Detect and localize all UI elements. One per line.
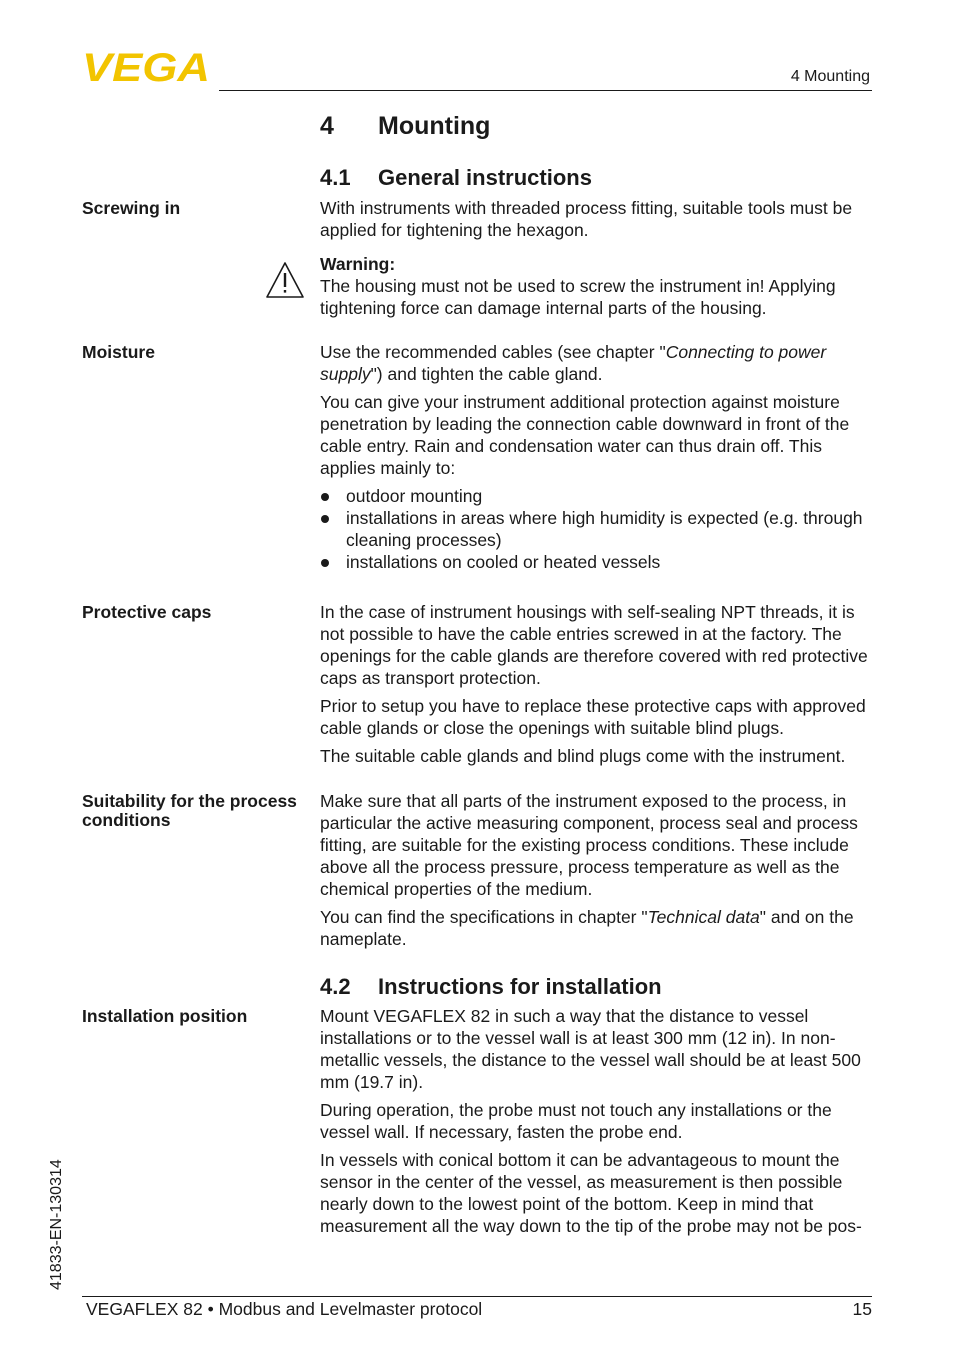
- vega-logo-text: VEGA: [82, 50, 210, 84]
- section-number: 4.2: [320, 974, 351, 999]
- suitability-p2-end: " and on the nameplate.: [320, 907, 854, 949]
- vega-logo: [82, 50, 212, 84]
- header-section-title: 4 Mounting: [790, 68, 870, 85]
- position-paragraph-2: During operation, the probe must not touch any installations or the vessel wall. If necessary, fasten the probe end.: [320, 1100, 832, 1142]
- moisture-p1-end: ") and tighten the cable gland.: [370, 364, 603, 384]
- section-heading-4-2: [320, 974, 662, 1000]
- position-text: [320, 1005, 876, 1243]
- position-paragraph-1: Mount VEGAFLEX 82 in such a way that the distance to vessel installations or to the vessel wall is at least 300 mm (12 in). In non-metallic vessels, the distance to the vessel wall should be at least 500 mm (19.7 in).: [320, 1006, 861, 1092]
- list-item: installations on cooled or heated vessels: [320, 551, 876, 573]
- chapter-heading: [320, 112, 490, 141]
- margin-label-position: Installation position: [82, 1006, 248, 1026]
- caps-paragraph-3: The suitable cable glands and blind plugs come with the instrument.: [320, 746, 846, 766]
- chapter-number: 4: [320, 112, 334, 140]
- margin-label-screwing: Screwing in: [82, 198, 181, 218]
- caps-text: [320, 601, 876, 773]
- suitability-paragraph-2: [320, 906, 876, 950]
- warning-text: The housing must not be used to screw the instrument in! Applying tightening force can damage internal parts of the housing.: [320, 276, 836, 318]
- page-number: 15: [852, 1299, 872, 1319]
- section-title: Instructions for installation: [378, 974, 662, 999]
- caps-paragraph-1: In the case of instrument housings with self-sealing NPT threads, it is not possible to have the cable entries screwed in at the factory. The openings for the cable glands are therefore covered with red protective caps as transport protection.: [320, 602, 868, 688]
- suitability-paragraph-1: Make sure that all parts of the instrument exposed to the process, in particular the active measuring component, process seal and process fitting, are suitable for the existing process conditions. These include above all the process pressure, process temperature as well as the chemical properties of the medium.: [320, 791, 858, 899]
- list-item: installations in areas where high humidity is expected (e.g. through cleaning processes): [320, 507, 876, 551]
- footer-title: VEGAFLEX 82 • Modbus and Levelmaster protocol: [86, 1299, 483, 1319]
- footer-divider: [82, 1296, 872, 1297]
- chapter-reference: Connecting to power supply: [320, 342, 827, 384]
- document-code: 41833-EN-130314: [48, 1159, 65, 1290]
- header-divider: [219, 90, 872, 91]
- chapter-reference: Technical data: [647, 907, 760, 927]
- suitability-text: [320, 790, 876, 956]
- chapter-title: Mounting: [378, 112, 491, 140]
- margin-label-suitability: Suitability for the process conditions: [82, 791, 297, 830]
- moisture-p1-start: Use the recommended cables (see chapter ": [320, 342, 666, 362]
- list-item: outdoor mounting: [320, 485, 876, 507]
- caps-paragraph-2: Prior to setup you have to replace these protective caps with approved cable glands or close the openings with suitable blind plugs.: [320, 696, 866, 738]
- warning-title: Warning:: [320, 254, 396, 274]
- screwing-text: [320, 197, 876, 247]
- moisture-bullet-list: [320, 485, 876, 573]
- section-heading-4-1: [320, 165, 592, 191]
- warning-icon: [265, 261, 305, 299]
- suitability-p2-start: You can find the specifications in chapter ": [320, 907, 648, 927]
- section-title: General instructions: [378, 165, 592, 190]
- moisture-text: [320, 341, 876, 573]
- margin-label-caps: Protective caps: [82, 602, 212, 622]
- screwing-paragraph: With instruments with threaded process fitting, suitable tools must be applied for tightening the hexagon.: [320, 198, 853, 240]
- margin-label-moisture: Moisture: [82, 342, 155, 362]
- moisture-paragraph-2: You can give your instrument additional protection against moisture penetration by leading the connection cable downward in front of the cable entry. Rain and condensation water can thus drain off. This applies mainly to:: [320, 392, 850, 478]
- warning-block: [320, 253, 876, 325]
- section-number: 4.1: [320, 165, 351, 190]
- moisture-paragraph-1: [320, 341, 876, 385]
- position-paragraph-3: In vessels with conical bottom it can be advantageous to mount the sensor in the center of the vessel, as measurement is then possible nearly down to the lowest point of the bottom. Keep in mind that measurement all the way down to the tip of the probe may not be pos-: [320, 1150, 862, 1236]
